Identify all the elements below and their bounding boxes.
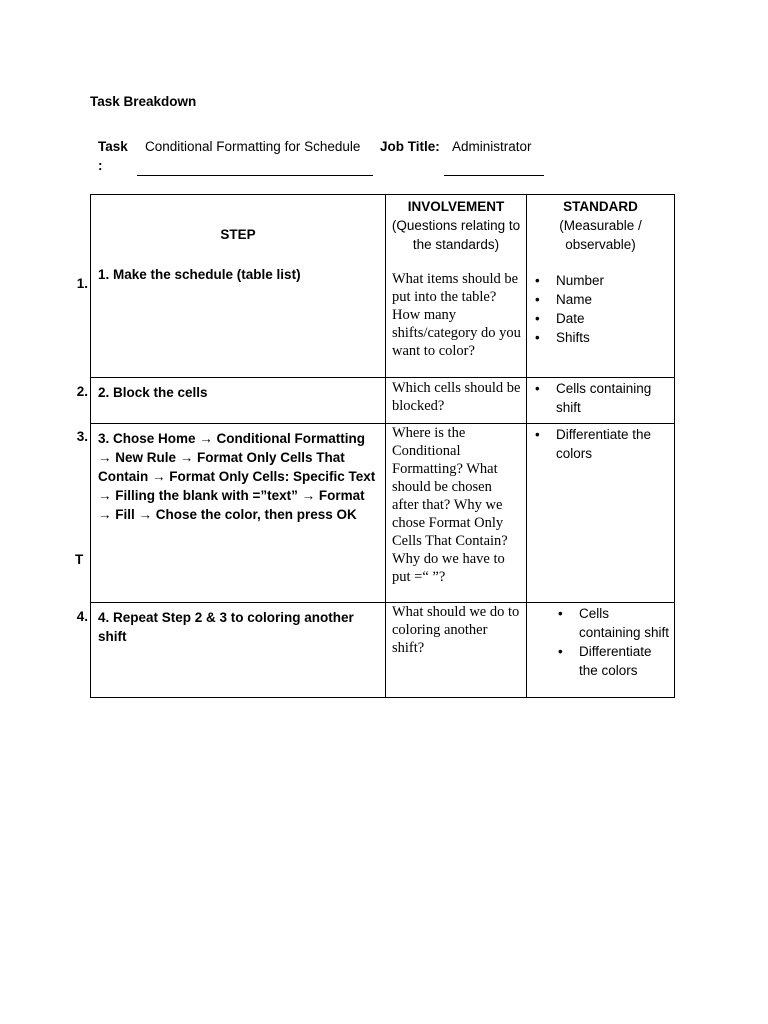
involvement-cell <box>386 603 527 698</box>
task-underline <box>137 175 373 176</box>
standard-cell <box>527 603 675 698</box>
standard-header-title: STANDARD <box>563 199 638 214</box>
involvement-header <box>386 195 526 254</box>
job-title-label: Job Title: <box>380 139 440 154</box>
list-item: • Cells containing shift <box>527 604 674 642</box>
table-row <box>91 378 675 424</box>
step-text: 2. Block the cells <box>98 385 208 400</box>
task-label: Task <box>98 139 128 154</box>
involvement-text: What should we do to coloring another shift? <box>392 604 520 656</box>
involvement-header-sub: (Questions relating to the standards) <box>391 218 521 252</box>
standards-list <box>527 271 674 347</box>
step-cell <box>91 424 386 603</box>
job-title-value: Administrator <box>452 139 532 154</box>
involvement-cell <box>386 378 527 424</box>
step-cell <box>91 195 386 378</box>
involvement-header-title: INVOLVEMENT <box>407 199 505 214</box>
list-item: • Name <box>527 290 674 309</box>
standard-header <box>527 195 674 254</box>
row-number: 3. <box>76 429 88 444</box>
table-row <box>91 603 675 698</box>
row-number: 2. <box>76 384 88 399</box>
table-row <box>91 424 675 603</box>
involvement-text: What items should be put into the table? How many shifts/category do you want to color? <box>392 271 521 359</box>
standards-list <box>527 379 674 417</box>
standard-cell <box>527 195 675 378</box>
row-number: 1. <box>76 276 88 291</box>
involvement-text: Where is the Conditional Formatting? What should be chosen after that? Why we chose Format Only Cells That Contain? Why do we have to put =“ ”? <box>392 425 508 585</box>
margin-mark: T <box>75 552 84 567</box>
standard-cell <box>527 378 675 424</box>
list-item: • Cells containing shift <box>527 379 674 417</box>
list-item: • Date <box>527 309 674 328</box>
list-item: • Differentiate the colors <box>527 425 674 463</box>
step-cell <box>91 603 386 698</box>
task-label-colon: : <box>98 158 103 173</box>
list-item: • Shifts <box>527 328 674 347</box>
standard-header-sub: (Measurable / observable) <box>559 218 642 252</box>
job-title-underline <box>444 175 544 176</box>
list-item: • Differentiate the colors <box>527 642 674 680</box>
row-number: 4. <box>76 609 88 624</box>
involvement-cell <box>386 195 527 378</box>
task-breakdown-table <box>90 194 675 698</box>
standards-list <box>527 604 674 680</box>
involvement-cell <box>386 424 527 603</box>
involvement-text: Which cells should be blocked? <box>392 380 521 414</box>
standard-cell <box>527 424 675 603</box>
document-title: Task Breakdown <box>90 94 197 109</box>
step-cell <box>91 378 386 424</box>
standards-list <box>527 425 674 463</box>
step-header: STEP <box>220 227 256 242</box>
list-item: • Number <box>527 271 674 290</box>
task-value: Conditional Formatting for Schedule <box>145 139 361 154</box>
table-row <box>91 195 675 378</box>
step-text: 1. Make the schedule (table list) <box>98 267 301 282</box>
step-text: 3. Chose Home → Conditional Formatting → New Rule → Format Only Cells That Contain → Format Only Cells: Specific Text → Filling the blank with =”text” → Format → Fill → Chose the color, then press OK <box>98 431 376 522</box>
step-text: 4. Repeat Step 2 & 3 to coloring another shift <box>98 610 354 644</box>
